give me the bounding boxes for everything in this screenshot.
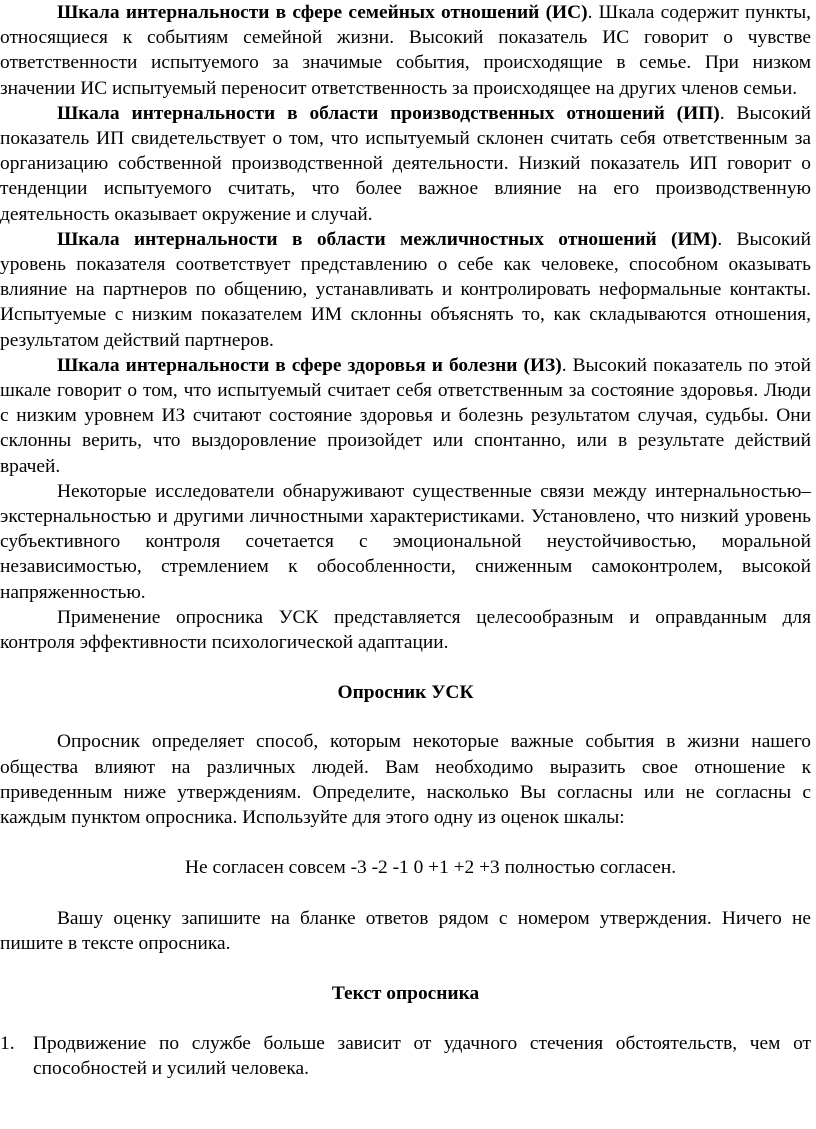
questionnaire-intro: Опросник определяет способ, которым некоторые важные события в жизни нашего общества влияют на различных людей. Вам необходимо выразить свое отношение к приведенным ниже утверждениям. Определите, насколько Вы согласны или не согласны с каждым пунктом опросника. Используйте для этого одну из оценок шкалы: (0, 731, 811, 829)
scale-paragraph-work (0, 101, 811, 227)
scale-paragraph-health (0, 353, 811, 479)
scale-text-family: . Шкала содержит пункты, относящиеся к событиям семейной жизни. Высокий показатель ИС говорит о чувстве ответственности испытуемого за значимые события, происходящие в семье. При низком значении ИС испытуемый переносит ответственность за происходящее на других членов семьи. (0, 2, 811, 99)
spacer (0, 655, 811, 680)
scale-text-work: . Высокий показатель ИП свидетельствует о том, что испытуемый склонен считать себя ответственным за организацию собственной производственной деятельности. Низкий показатель ИП говорит о тенденции испытуемого считать, что более важное влияние на его производственную деятельность оказывает окружение и случай. (0, 102, 811, 225)
scale-title-health: Шкала интернальности в сфере здоровья и болезни (ИЗ) (57, 354, 562, 376)
questionnaire-heading: Опросник УСК (337, 682, 474, 704)
rating-scale-line: Не согласен совсем -3 -2 -1 0 +1 +2 +3 полностью согласен. (185, 857, 677, 879)
statement-list (0, 1031, 811, 1081)
scale-title-interpersonal: Шкала интернальности в области межличностных отношений (ИМ) (57, 228, 718, 250)
spacer (0, 956, 811, 981)
application-paragraph: Применение опросника УСК представляется целесообразным и оправданным для контроля эффективности психологической адаптации. (0, 606, 811, 654)
research-paragraph: Некоторые исследователи обнаруживают существенные связи между интернальностью–экстернальностью и другими личностными характеристиками. Установлено, что низкий уровень субъективного контроля сочетается с эмоциональной неустойчивостью, моральной независимостью, стремлением к обособленности, сниженным самоконтролем, высокой напряженностью. (0, 480, 811, 603)
spacer (0, 1006, 811, 1031)
scale-paragraph-family (0, 0, 811, 101)
list-item-number: 1. (0, 1033, 15, 1055)
list-item (0, 1031, 811, 1081)
spacer (0, 705, 811, 729)
scale-paragraph-interpersonal (0, 227, 811, 353)
scale-text-health: . Высокий показатель по этой шкале говорит о том, что испытуемый считает себя ответственным за состояние здоровья. Люди с низким уровнем ИЗ считают состояние здоровья и болезнь результатом случая, судьбы. Они склонны верить, что выздоровление произойдет или спонтанно, или в результате действий врачей. (0, 354, 811, 477)
scale-text-interpersonal: . Высокий уровень показателя соответствует представлению о себе как человеке, способном оказывать влияние на партнеров по общению, устанавливать и контролировать неформальные контакты. Испытуемые с низким показателем ИМ склонны объяснять то, как складываются отношения, результатом действий партнеров. (0, 228, 811, 351)
answer-instruction: Вашу оценку запишите на бланке ответов рядом с номером утверждения. Ничего не пишите в тексте опросника. (0, 907, 811, 954)
text-section-heading: Текст опросника (331, 982, 480, 1004)
list-item-text: Продвижение по службе больше зависит от удачного стечения обстоятельств, чем от способностей и усилий человека. (33, 1033, 811, 1080)
scale-title-family: Шкала интернальности в сфере семейных отношений (ИС) (57, 2, 588, 23)
spacer (0, 830, 811, 855)
spacer (0, 881, 811, 906)
scale-title-work: Шкала интернальности в области производственных отношений (ИП) (57, 102, 720, 124)
